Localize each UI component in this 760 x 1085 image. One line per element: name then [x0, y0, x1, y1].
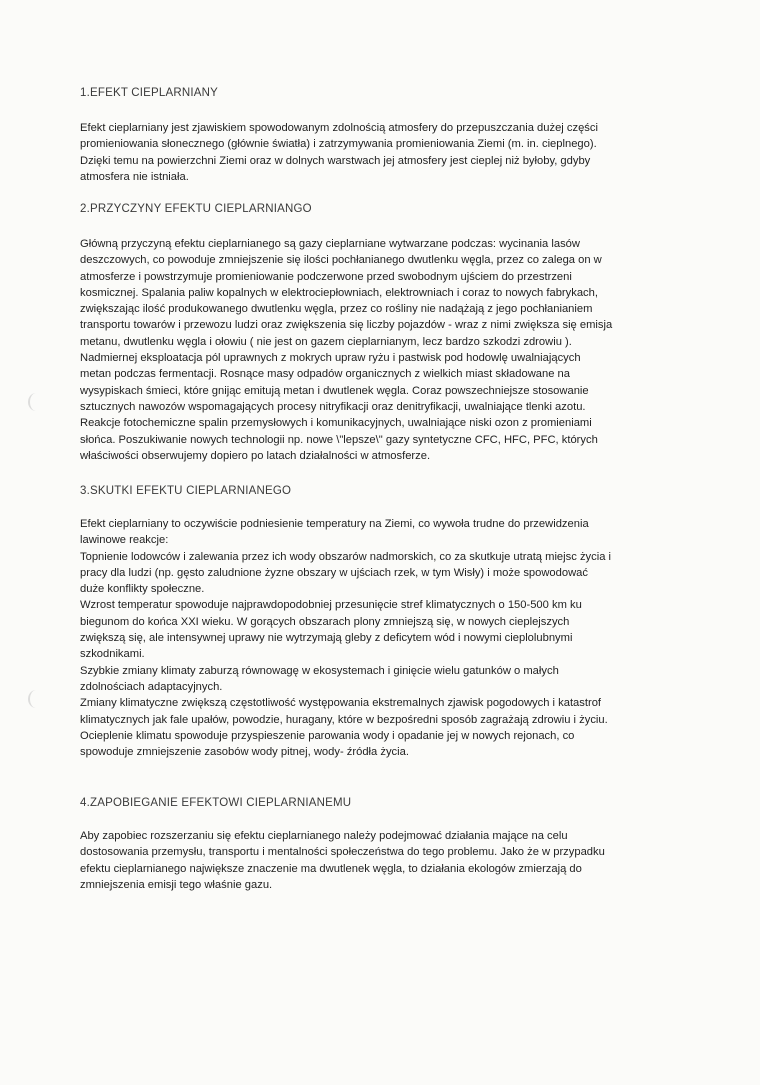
- text-line: Wzrost temperatur spowoduje najprawdopodobniej przesunięcie stref klimatycznych o 150-500 km ku: [80, 599, 582, 612]
- text-line: efektu cieplarnianego największe znaczenie ma dwutlenek węgla, to działania ekologów zmierzają do: [80, 862, 582, 875]
- punch-hole-mark: [28, 690, 44, 708]
- text-line: metanu, dwutlenku węgla i ołowiu ( nie jest on gazem cieplarnianym, lecz bardzo szkodzi zdrowiu ).: [80, 335, 572, 348]
- text-line: zwiększą się, ale intensywnej uprawy nie wytrzymają gleby z deficytem wód i nowymi cieplolubnymi: [80, 632, 573, 645]
- text-line: zdolnościach adaptacyjnych.: [80, 680, 223, 693]
- text-line: zmniejszenia emisji tego właśnie gazu.: [80, 878, 273, 891]
- text-line: klimatycznych jak fale upałów, powodzie, huragany, które w bezpośredni sposób zagrażają zdrowiu i życiu.: [80, 713, 608, 726]
- text-line: Nadmiernej eksploatacja pól uprawnych z mokrych upraw ryżu i pastwisk pod hodowlę uwalniających: [80, 352, 581, 365]
- text-line: właściwości obserwujemy dopiero po latach działalności w atmosferze.: [80, 449, 431, 462]
- text-line: atmosfera nie istniała.: [80, 170, 189, 183]
- text-line: sztucznych nawozów wspomagających procesy nitryfikacji oraz denitryfikacji, uwalniające tlenki azotu.: [80, 400, 586, 413]
- text-line: Szybkie zmiany klimaty zaburzą równowagę w ekosystemach i ginięcie wielu gatunków o małych: [80, 664, 559, 677]
- text-line: wysypiskach śmieci, które gnijąc emitują metan i dwutlenek węgla. Coraz powszechniejsze stosowanie: [80, 384, 589, 397]
- text-line: duże konflikty społeczne.: [80, 583, 205, 596]
- section-heading: 4.ZAPOBIEGANIE EFEKTOWI CIEPLARNIANEMU: [80, 797, 352, 809]
- text-line: dostosowania przemysłu, transportu i mentalności społeczeństwa do tego problemu. Jako że w przypadku: [80, 846, 605, 859]
- text-line: atmosferze i powstrzymuje promieniowanie podczerwone przed swobodnym ujściem do przestrzeni: [80, 270, 572, 283]
- text-line: spowoduje zmniejszenie zasobów wody pitnej, wody- źródła życia.: [80, 746, 409, 759]
- text-line: biegunom do końca XXI wieku. W gorących obszarach plony zmniejszą się, w nowych cieplejszych: [80, 615, 570, 628]
- text-line: słońca. Poszukiwanie nowych technologii np. nowe \"lepsze\" gazy syntetyczne CFC, HFC, PFC, których: [80, 433, 598, 446]
- text-line: Ocieplenie klimatu spowoduje przyspieszenie parowania wody i opadanie jej w nowych rejonach, co: [80, 729, 575, 742]
- text-line: Efekt cieplarniany jest zjawiskiem spowodowanym zdolnością atmosfery do przepuszczania dużej części: [80, 122, 598, 134]
- text-line: Reakcje fotochemiczne spalin przemysłowych i komunikacyjnych, uwalniające niski ozon z promieniami: [80, 417, 592, 430]
- section-paragraph: [80, 236, 690, 464]
- text-line: Zmiany klimatyczne zwiększą częstotliwość występowania ekstremalnych zjawisk pogodowych i katastrof: [80, 697, 602, 710]
- text-line: transportu towarów i przewozu ludzi oraz zwiększenia się liczby pojazdów - wraz z nimi zwiększa się emisja: [80, 319, 613, 332]
- text-line: pracy dla ludzi (np. gęsto zaludnione żyzne obszary w ujściach rzek, w tym Wisły) i może spowodować: [80, 566, 588, 579]
- section-heading: 1.EFEKT CIEPLARNIANY: [80, 87, 218, 99]
- section-heading: 2.PRZYCZYNY EFEKTU CIEPLARNIANGO: [80, 203, 312, 215]
- text-line: deszczowych, co powoduje zmniejszenie się ilości pochłanianego dwutlenku węgla, przez co zalega on w: [80, 254, 602, 267]
- text-line: promieniowania słonecznego (głównie światła) i zatrzymywania promieniowania Ziemi (m. in. cieplnego).: [80, 138, 597, 151]
- section-paragraph: [80, 120, 690, 185]
- text-line: lawinowe reakcje:: [80, 534, 169, 547]
- text-line: Efekt cieplarniany to oczywiście podniesienie temperatury na Ziemi, co wywoła trudne do przewidzenia: [80, 518, 589, 530]
- text-line: Aby zapobiec rozszerzaniu się efektu cieplarnianego należy podejmować działania mające na celu: [80, 830, 568, 842]
- text-line: Topnienie lodowców i zalewania przez ich wody obszarów nadmorskich, co za skutkuje utratą miejsc życia i: [80, 550, 612, 563]
- section-paragraph: [80, 516, 690, 760]
- section-heading: 3.SKUTKI EFEKTU CIEPLARNIANEGO: [80, 485, 292, 497]
- text-line: kosmicznej. Spalania paliw kopalnych w elektrociepłowniach, elektrowniach i coraz to nowych fabrykach,: [80, 286, 598, 299]
- text-line: Dzięki temu na powierzchni Ziemi oraz w dolnych warstwach jej atmosfery jest cieplej niż byłoby, gdyby: [80, 154, 591, 167]
- text-line: metan podczas fermentacji. Rosnące masy odpadów organicznych z wielkich miast składowane na: [80, 368, 571, 381]
- text-line: szkodnikami.: [80, 648, 145, 661]
- text-line: Główną przyczyną efektu cieplarnianego są gazy cieplarniane wytwarzane podczas: wycinania lasów: [80, 238, 580, 250]
- section-paragraph: [80, 828, 690, 893]
- text-line: zwiększając ilość produkowanego dwutlenku węgla, przez co rośliny nie nadążają z jego pochłanianiem: [80, 303, 593, 316]
- punch-hole-mark: [28, 393, 44, 411]
